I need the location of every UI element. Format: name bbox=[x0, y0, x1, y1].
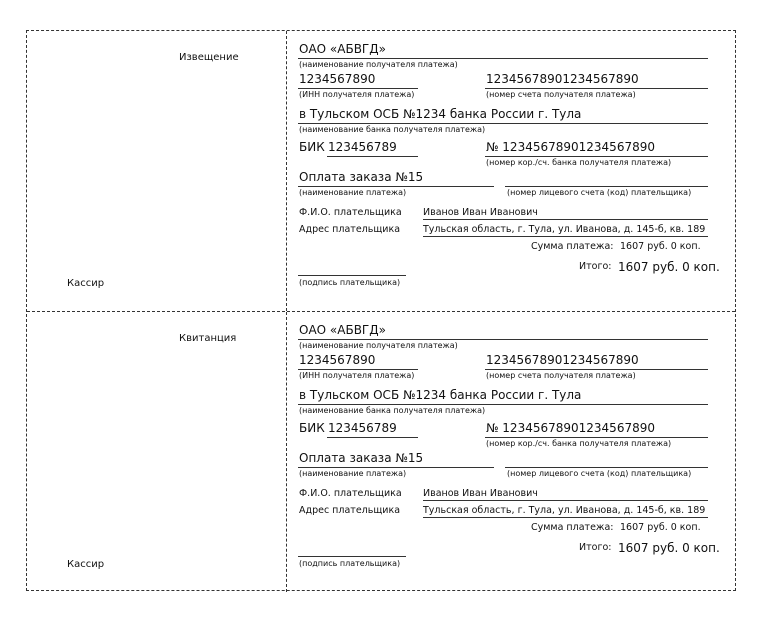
recipient-caption: (наименование получателя платежа) bbox=[299, 60, 458, 69]
payer-address-line bbox=[423, 517, 708, 518]
purpose-caption: (наименование платежа) bbox=[299, 469, 407, 478]
recipient-name: ОАО «АБВГД» bbox=[299, 42, 386, 56]
purpose-line bbox=[298, 467, 494, 468]
receipt-details bbox=[287, 312, 735, 592]
payer-address-label: Адрес плательщика bbox=[299, 224, 401, 235]
payer-address-label: Адрес плательщика bbox=[299, 505, 401, 516]
corr-account-caption: (номер кор./сч. банка получателя платежа) bbox=[486, 158, 672, 167]
section-title: Извещение bbox=[179, 52, 239, 63]
total-value: 1607 руб. 0 коп. bbox=[618, 260, 720, 274]
account-caption: (номер счета получателя платежа) bbox=[486, 90, 636, 99]
bank-caption: (наименование банка получателя платежа) bbox=[299, 125, 486, 134]
cashier-label: Кассир bbox=[67, 559, 105, 570]
payment-purpose: Оплата заказа №15 bbox=[299, 170, 424, 184]
recipient-line bbox=[298, 58, 708, 59]
inn-line bbox=[298, 88, 418, 89]
sum-value: 1607 руб. 0 коп. bbox=[620, 241, 701, 252]
corr-account-line bbox=[485, 156, 708, 157]
payer-name: Иванов Иван Иванович bbox=[423, 207, 538, 218]
payer-name-label: Ф.И.О. плательщика bbox=[299, 207, 402, 218]
personal-account-line bbox=[505, 467, 708, 468]
payer-name-label: Ф.И.О. плательщика bbox=[299, 488, 402, 499]
inn-caption: (ИНН получателя платежа) bbox=[299, 371, 415, 380]
notice-section bbox=[27, 31, 735, 311]
inn-value: 1234567890 bbox=[299, 72, 376, 86]
notice-details bbox=[287, 31, 735, 311]
sum-value: 1607 руб. 0 коп. bbox=[620, 522, 701, 533]
personal-account-line bbox=[505, 186, 708, 187]
total-value: 1607 руб. 0 коп. bbox=[618, 541, 720, 555]
inn-line bbox=[298, 369, 418, 370]
recipient-caption: (наименование получателя платежа) bbox=[299, 341, 458, 350]
bik-value: 123456789 bbox=[328, 140, 397, 154]
corr-account-caption: (номер кор./сч. банка получателя платежа) bbox=[486, 439, 672, 448]
account-line bbox=[485, 369, 708, 370]
bik-line bbox=[327, 437, 418, 438]
bank-name: в Тульском ОСБ №1234 банка России г. Тула bbox=[299, 388, 582, 402]
purpose-caption: (наименование платежа) bbox=[299, 188, 407, 197]
account-line bbox=[485, 88, 708, 89]
recipient-name: ОАО «АБВГД» bbox=[299, 323, 386, 337]
payment-form bbox=[26, 30, 736, 591]
recipient-line bbox=[298, 339, 708, 340]
signature-caption: (подпись плательщика) bbox=[299, 559, 401, 568]
payer-address-line bbox=[423, 236, 708, 237]
bik-value: 123456789 bbox=[328, 421, 397, 435]
bank-name: в Тульском ОСБ №1234 банка России г. Тула bbox=[299, 107, 582, 121]
sum-label: Сумма платежа: bbox=[531, 241, 614, 252]
receipt-section bbox=[27, 311, 735, 592]
inn-caption: (ИНН получателя платежа) bbox=[299, 90, 415, 99]
account-value: 12345678901234567890 bbox=[486, 353, 639, 367]
total-label: Итого: bbox=[579, 542, 612, 553]
payment-purpose: Оплата заказа №15 bbox=[299, 451, 424, 465]
personal-account-caption: (номер лицевого счета (код) плательщика) bbox=[507, 188, 692, 197]
bik-label: БИК bbox=[299, 421, 325, 435]
cashier-label: Кассир bbox=[67, 278, 105, 289]
bank-line bbox=[298, 123, 708, 124]
corr-account-value: № 12345678901234567890 bbox=[486, 421, 655, 435]
signature-line bbox=[298, 556, 406, 557]
account-caption: (номер счета получателя платежа) bbox=[486, 371, 636, 380]
purpose-line bbox=[298, 186, 494, 187]
payer-address: Тульская область, г. Тула, ул. Иванова, д. 145-б, кв. 189 bbox=[423, 224, 706, 235]
payer-name-line bbox=[423, 219, 708, 220]
corr-account-value: № 12345678901234567890 bbox=[486, 140, 655, 154]
payer-address: Тульская область, г. Тула, ул. Иванова, д. 145-б, кв. 189 bbox=[423, 505, 706, 516]
total-label: Итого: bbox=[579, 261, 612, 272]
signature-line bbox=[298, 275, 406, 276]
bik-line bbox=[327, 156, 418, 157]
bik-label: БИК bbox=[299, 140, 325, 154]
sum-label: Сумма платежа: bbox=[531, 522, 614, 533]
bank-caption: (наименование банка получателя платежа) bbox=[299, 406, 486, 415]
payer-name: Иванов Иван Иванович bbox=[423, 488, 538, 499]
receipt-left-column bbox=[27, 312, 287, 592]
personal-account-caption: (номер лицевого счета (код) плательщика) bbox=[507, 469, 692, 478]
corr-account-line bbox=[485, 437, 708, 438]
notice-left-column bbox=[27, 31, 287, 311]
section-title: Квитанция bbox=[179, 333, 237, 344]
inn-value: 1234567890 bbox=[299, 353, 376, 367]
bank-line bbox=[298, 404, 708, 405]
signature-caption: (подпись плательщика) bbox=[299, 278, 401, 287]
account-value: 12345678901234567890 bbox=[486, 72, 639, 86]
payer-name-line bbox=[423, 500, 708, 501]
